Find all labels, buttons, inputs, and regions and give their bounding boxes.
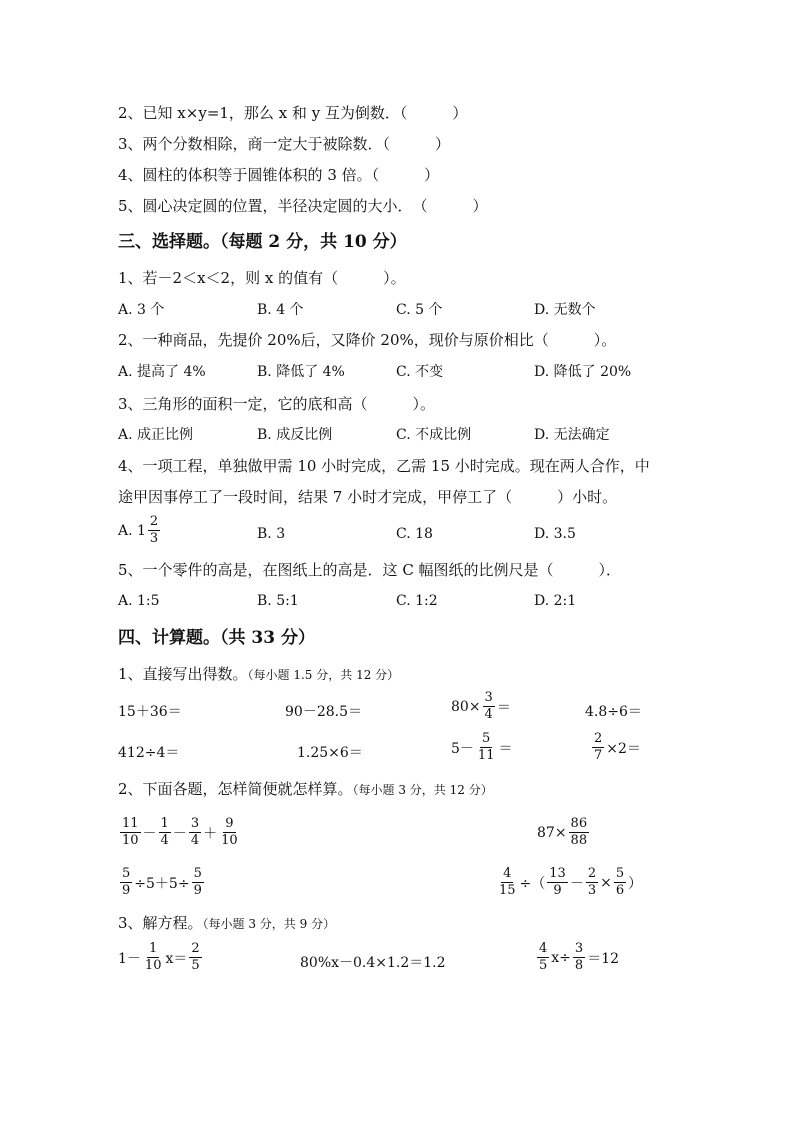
calc-sub3-title: 3、解方程。 xyxy=(118,914,203,932)
e3-mid: ÷5＋5÷ xyxy=(134,875,190,892)
fraction-denominator: 4 xyxy=(484,707,493,722)
judge-item-3: 3、两个分数相除，商一定大于被除数．（ ） xyxy=(118,135,451,153)
fraction-denominator: 9 xyxy=(193,883,202,898)
choice-q4-line1: 4、一项工程，单独做甲需 10 小时完成，乙需 15 小时完成。现在两人合作，中 xyxy=(118,457,650,475)
fraction-numerator: 4 xyxy=(503,866,512,881)
choice-q4-line2: 途甲因事停工了一段时间，结果 7 小时才完成，甲停工了（ ）小时。 xyxy=(118,488,618,506)
q1-option-d: D. 无数个 xyxy=(534,302,596,318)
calc-r1-c-post: ＝ xyxy=(496,699,511,716)
q4-option-a xyxy=(118,514,162,547)
calc-r2-a: 412÷4＝ xyxy=(118,745,180,761)
q5-option-d: D. 2:1 xyxy=(534,593,577,609)
e4-end: ） xyxy=(628,875,643,892)
fraction-denominator: 3 xyxy=(587,883,597,898)
fraction-numerator: 5 xyxy=(482,731,491,746)
calc-r1-a: 15＋36＝ xyxy=(118,704,182,720)
q5-option-c: C. 1:2 xyxy=(396,593,438,609)
e4-fraction-3 xyxy=(586,866,598,899)
e3-fraction-2 xyxy=(192,866,204,899)
e1-op-2: － xyxy=(172,825,187,842)
calc-heading: 四、计算题。（共 33 分） xyxy=(118,628,315,648)
q4-option-a-prefix: A. 1 xyxy=(118,522,146,539)
calc-sub2-note: （每小题 3 分，共 12 分） xyxy=(352,783,493,797)
q3-option-a: A. 成正比例 xyxy=(118,427,194,443)
fraction-numerator: 4 xyxy=(539,941,548,956)
e2-pre: 87× xyxy=(537,824,567,841)
fraction-numerator: 5 xyxy=(122,866,131,881)
e2-fraction xyxy=(569,816,590,849)
calc-r2-d-post: ×2＝ xyxy=(606,740,641,757)
q3-option-d: D. 无法确定 xyxy=(534,427,610,443)
fraction-numerator: 2 xyxy=(587,866,597,881)
q2-option-c: C. 不变 xyxy=(396,364,444,380)
fraction-denominator: 10 xyxy=(144,958,162,973)
calc-sub2-title: 2、下面各题，怎样简便就怎样算。 xyxy=(118,780,353,798)
fraction-numerator: 2 xyxy=(149,514,159,529)
eq3-fraction-2 xyxy=(573,941,585,974)
q3-option-c: C. 不成比例 xyxy=(396,427,472,443)
q4-option-a-fraction xyxy=(148,514,160,547)
q2-option-a: A. 提高了 4% xyxy=(118,364,206,380)
q2-option-d: D. 降低了 20% xyxy=(534,364,632,380)
q5-option-b: B. 5:1 xyxy=(257,593,299,609)
fraction-denominator: 7 xyxy=(594,748,603,763)
e1-fraction-1 xyxy=(120,816,141,849)
calc-r1-b: 90－28.5＝ xyxy=(285,704,362,720)
calc-r1-c xyxy=(451,690,511,723)
calc-sub1 xyxy=(118,664,399,685)
choice-q1: 1、若－2＜x＜2，则 x 的值有（ ）。 xyxy=(118,269,406,287)
fraction-denominator: 4 xyxy=(160,833,169,848)
eq3-end: ＝12 xyxy=(587,950,620,967)
calc-e4 xyxy=(495,866,642,899)
fraction-numerator: 3 xyxy=(574,941,584,956)
q1-option-a: A. 3 个 xyxy=(118,302,165,318)
eq1-fraction-1 xyxy=(143,941,164,974)
e4-op-2: × xyxy=(600,874,612,891)
e4-mid: ÷（ xyxy=(519,875,546,892)
calc-r2-d xyxy=(590,731,641,764)
fraction-numerator: 3 xyxy=(484,690,493,705)
calc-r1-c-fraction xyxy=(483,690,495,723)
e4-fraction-2 xyxy=(547,866,568,899)
calc-r2-c-pre: 5－ xyxy=(451,740,474,757)
calc-r2-c-post: ＝ xyxy=(498,740,513,757)
fraction-denominator: 10 xyxy=(122,833,139,848)
e4-fraction-1 xyxy=(497,866,518,899)
calc-sub3 xyxy=(118,913,335,934)
fraction-denominator: 15 xyxy=(499,883,516,898)
fraction-denominator: 8 xyxy=(574,958,584,973)
e3-fraction-1 xyxy=(120,866,132,899)
calc-r1-c-pre: 80× xyxy=(451,698,481,715)
choice-q3: 3、三角形的面积一定，它的底和高（ ）。 xyxy=(118,395,436,413)
q3-option-b: B. 成反比例 xyxy=(257,427,333,443)
fraction-numerator: 5 xyxy=(193,866,202,881)
choice-heading: 三、选择题。（每题 2 分，共 10 分） xyxy=(118,232,407,252)
fraction-numerator: 1 xyxy=(149,941,158,956)
fraction-denominator: 9 xyxy=(122,883,131,898)
e1-fraction-2 xyxy=(159,816,171,849)
e1-fraction-3 xyxy=(189,816,201,849)
eq3-mid: x÷ xyxy=(551,949,571,966)
fraction-numerator: 3 xyxy=(190,816,200,831)
fraction-denominator: 10 xyxy=(221,833,238,848)
fraction-denominator: 3 xyxy=(149,531,159,546)
fraction-denominator: 4 xyxy=(190,833,200,848)
e1-op-1: － xyxy=(142,825,157,842)
choice-q2: 2、一种商品，先提价 20%后，又降价 20%，现价与原价相比（ ）。 xyxy=(118,331,617,349)
calc-eq2: 80%x－0.4×1.2＝1.2 xyxy=(300,955,446,971)
q1-option-b: B. 4 个 xyxy=(257,302,304,318)
q1-option-c: C. 5 个 xyxy=(396,302,443,318)
e1-fraction-4 xyxy=(219,816,240,849)
fraction-numerator: 5 xyxy=(615,866,625,881)
e4-fraction-4 xyxy=(614,866,626,899)
calc-r2-b: 1.25×6＝ xyxy=(297,745,363,761)
eq1-fraction-2 xyxy=(189,941,201,974)
calc-sub1-title: 1、直接写出得数。 xyxy=(118,665,248,683)
judge-item-2: 2、已知 x×y=1，那么 x 和 y 互为倒数．（ ） xyxy=(118,104,468,122)
calc-r2-c xyxy=(451,731,512,764)
calc-e3 xyxy=(118,866,206,899)
fraction-numerator: 9 xyxy=(225,816,234,831)
calc-e1 xyxy=(118,816,242,849)
calc-eq3 xyxy=(535,941,619,974)
eq3-fraction-1 xyxy=(537,941,549,974)
fraction-denominator: 6 xyxy=(615,883,625,898)
fraction-denominator: 88 xyxy=(570,833,588,848)
calc-sub3-note: （每小题 3 分，共 9 分） xyxy=(202,917,336,931)
fraction-denominator: 9 xyxy=(553,883,562,898)
fraction-denominator: 5 xyxy=(539,958,548,973)
q4-option-c: C. 18 xyxy=(396,526,433,542)
e1-op-3: ＋ xyxy=(203,825,218,842)
calc-r1-d: 4.8÷6＝ xyxy=(585,704,642,720)
calc-sub2 xyxy=(118,779,493,800)
judge-item-5: 5、圆心决定圆的位置，半径决定圆的大小． （ ） xyxy=(118,197,488,215)
fraction-numerator: 1 xyxy=(160,816,169,831)
fraction-numerator: 11 xyxy=(122,816,139,831)
calc-r2-d-fraction xyxy=(592,731,604,764)
fraction-denominator: 5 xyxy=(191,958,200,973)
choice-q5: 5、一个零件的高是，在图纸上的高是．这 C 幅图纸的比例尺是（ ）． xyxy=(118,561,622,579)
q2-option-b: B. 降低了 4% xyxy=(257,364,345,380)
fraction-numerator: 86 xyxy=(570,816,588,831)
fraction-numerator: 2 xyxy=(191,941,200,956)
calc-sub1-note: （每小题 1.5 分，共 12 分） xyxy=(247,668,400,682)
eq1-pre: 1－ xyxy=(118,950,141,967)
calc-r2-c-fraction xyxy=(476,731,497,764)
eq1-mid: x＝ xyxy=(165,950,188,967)
e4-op: － xyxy=(569,875,584,892)
judge-item-4: 4、圆柱的体积等于圆锥体积的 3 倍。（ ） xyxy=(118,166,440,184)
fraction-numerator: 13 xyxy=(549,866,566,881)
q4-option-d: D. 3.5 xyxy=(534,526,576,542)
fraction-denominator: 11 xyxy=(477,748,495,763)
q5-option-a: A. 1:5 xyxy=(118,593,160,609)
fraction-numerator: 2 xyxy=(594,731,603,746)
q4-option-b: B. 3 xyxy=(257,526,286,542)
calc-eq1 xyxy=(118,941,204,974)
calc-e2 xyxy=(537,816,591,849)
